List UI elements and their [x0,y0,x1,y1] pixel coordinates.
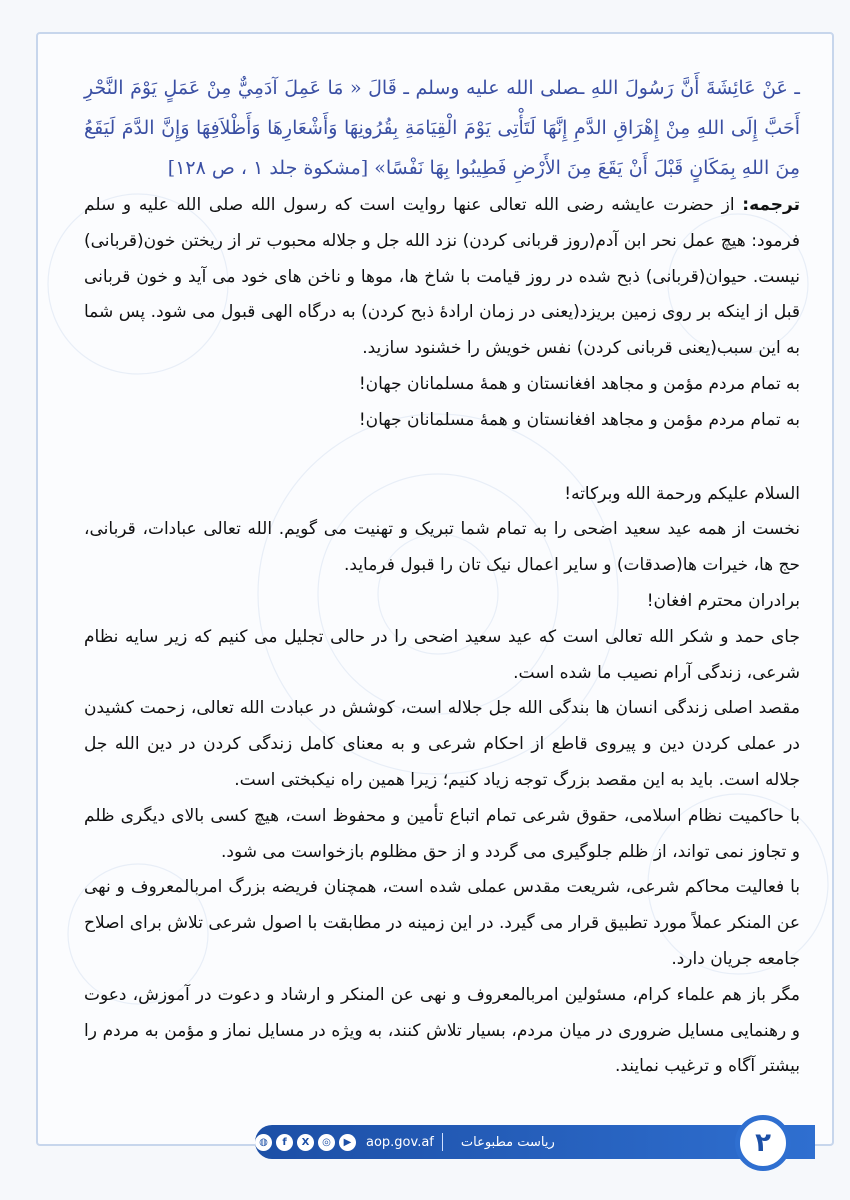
spacer [84,439,800,477]
social-icons [255,1134,356,1151]
body-paragraph: با فعالیت محاکم شرعی، شریعت مقدس عملی شده است، همچنان فریضه بزرگ امربالمعروف و نهی عن المنکر عملاً مورد تطبیق قرار می گیرد. در این زمینه در مطابقت با اصول شرعی تلاش برای اصلاح جامعه جریان دارد. [84,877,800,969]
footer-divider [442,1133,443,1151]
facebook-icon[interactable]: f [276,1134,293,1151]
body-text [84,188,800,1085]
hadith-text: ـ عَنْ عَائِشَةَ أَنَّ رَسُولَ اللهِ ـصلى الله عليه وسلم ـ قَالَ « مَا عَمِلَ آدَمِيٌّ مِنْ عَمَلٍ يَوْمَ النَّحْرِ أَحَبَّ إِلَى اللهِ مِنْ إِهْرَاقِ الدَّمِ إِنَّهَا لَتَأْتِى يَوْمَ الْقِيَامَةِ بِقُرُونِهَا وَأَشْعَارِهَا وَأَظْلاَفِهَا وَإِنَّ الدَّمَ لَيَقَعُ مِنَ اللهِ بِمَكَانٍ قَبْلَ أَنْ يَقَعَ مِنَ الأَرْضِ فَطِيبُوا بِهَا نَفْسًا» [مشکوة جلد ١ ، ص ١٢٨] [84,77,800,179]
address-line: به تمام مردم مؤمن و مجاهد افغانستان و همۀ مسلمانان جهان! [358,373,800,394]
translation-paragraph [84,188,800,367]
address-line: به تمام مردم مؤمن و مجاهد افغانستان و همۀ مسلمانان جهان! [358,409,800,430]
greeting-paragraph: السلام علیکم ورحمة الله وبرکاته! [564,483,800,504]
page-frame [36,32,834,1146]
instagram-icon[interactable]: ◎ [318,1134,335,1151]
body-paragraph: جای حمد و شکر الله تعالی است که عید سعید اضحی را در حالی تجلیل می کنیم که زیر سایه نظام شرعی، زندگی آرام نصیب ما شده است. [84,626,800,683]
translation-text: از حضرت عایشه رضی الله تعالی عنها روایت است که رسول الله صلی الله علیه و سلم فرمود: هیچ عمل نحر ابن آدم(روز قربانی کردن) نزد الله جل و جلاله محبوب تر از ریختن خون(قربانی) نیست. حیوان(قربانی) ذبح شده در روز قیامت با شاخ ها، موها و ناخن های خود می آید و خون قربانی قبل از اینکه بر روی زمین بریزد(یعنی در زمان ارادۀ ذبح کردن) به درگاه الهی قبول می شود. پس شما به این سبب(یعنی قربانی کردن) نفس خویش را خشنود سازید. [84,195,800,359]
body-paragraph: با حاکمیت نظام اسلامی، حقوق شرعی تمام اتباع تأمین و محفوظ است، هیچ کسی بالای دیگری ظلم و تجاوز نمی تواند، از ظلم جلوگیری می گردد و از حق مظلوم بازخواست می شود. [84,805,800,862]
body-paragraph: مقصد اصلی زندگی انسان ها بندگی الله جل جلاله است، کوشش در عبادت الله تعالی، زحمت کشیدن در عملی کردن دین و پیروی قاطع از احکام شرعی و به معنای کامل زندگی کردن در دین الله جل جلاله است. باید به این مقصد بزرگ توجه زیاد کنیم؛ زیرا همین راه نیکبختی است. [84,698,800,790]
body-paragraph: نخست از همه عید سعید اضحی را به تمام شما تبریک و تهنیت می گویم. الله تعالی عبادات، قربانی، حج ها، خیرات ها(صدقات) و سایر اعمال نیک تان را قبول فرماید. [84,519,800,576]
website-link[interactable]: aop.gov.af [366,1134,434,1150]
body-paragraph: برادران محترم افغان! [646,590,800,611]
youtube-icon[interactable]: ▶ [339,1134,356,1151]
web-icon[interactable]: ◍ [255,1134,272,1151]
publisher-label: ریاست مطبوعات [460,1134,555,1150]
translation-label: ترجمه: [742,195,800,215]
page-content [84,68,800,1085]
x-icon[interactable]: X [297,1134,314,1151]
footer-bar [255,1125,815,1159]
page-number: ۲ [735,1115,791,1171]
body-paragraph: مگر باز هم علماء کرام، مسئولین امربالمعروف و نهی عن المنکر و ارشاد و دعوت در آموزش، دعوت و رهنمایی مسایل ضروری در میان مردم، بسیار تلاش کنند، به ویژه در مسایل نماز و مؤمن به مردم را بیشتر آگاه و ترغیب نمایند. [84,984,800,1077]
